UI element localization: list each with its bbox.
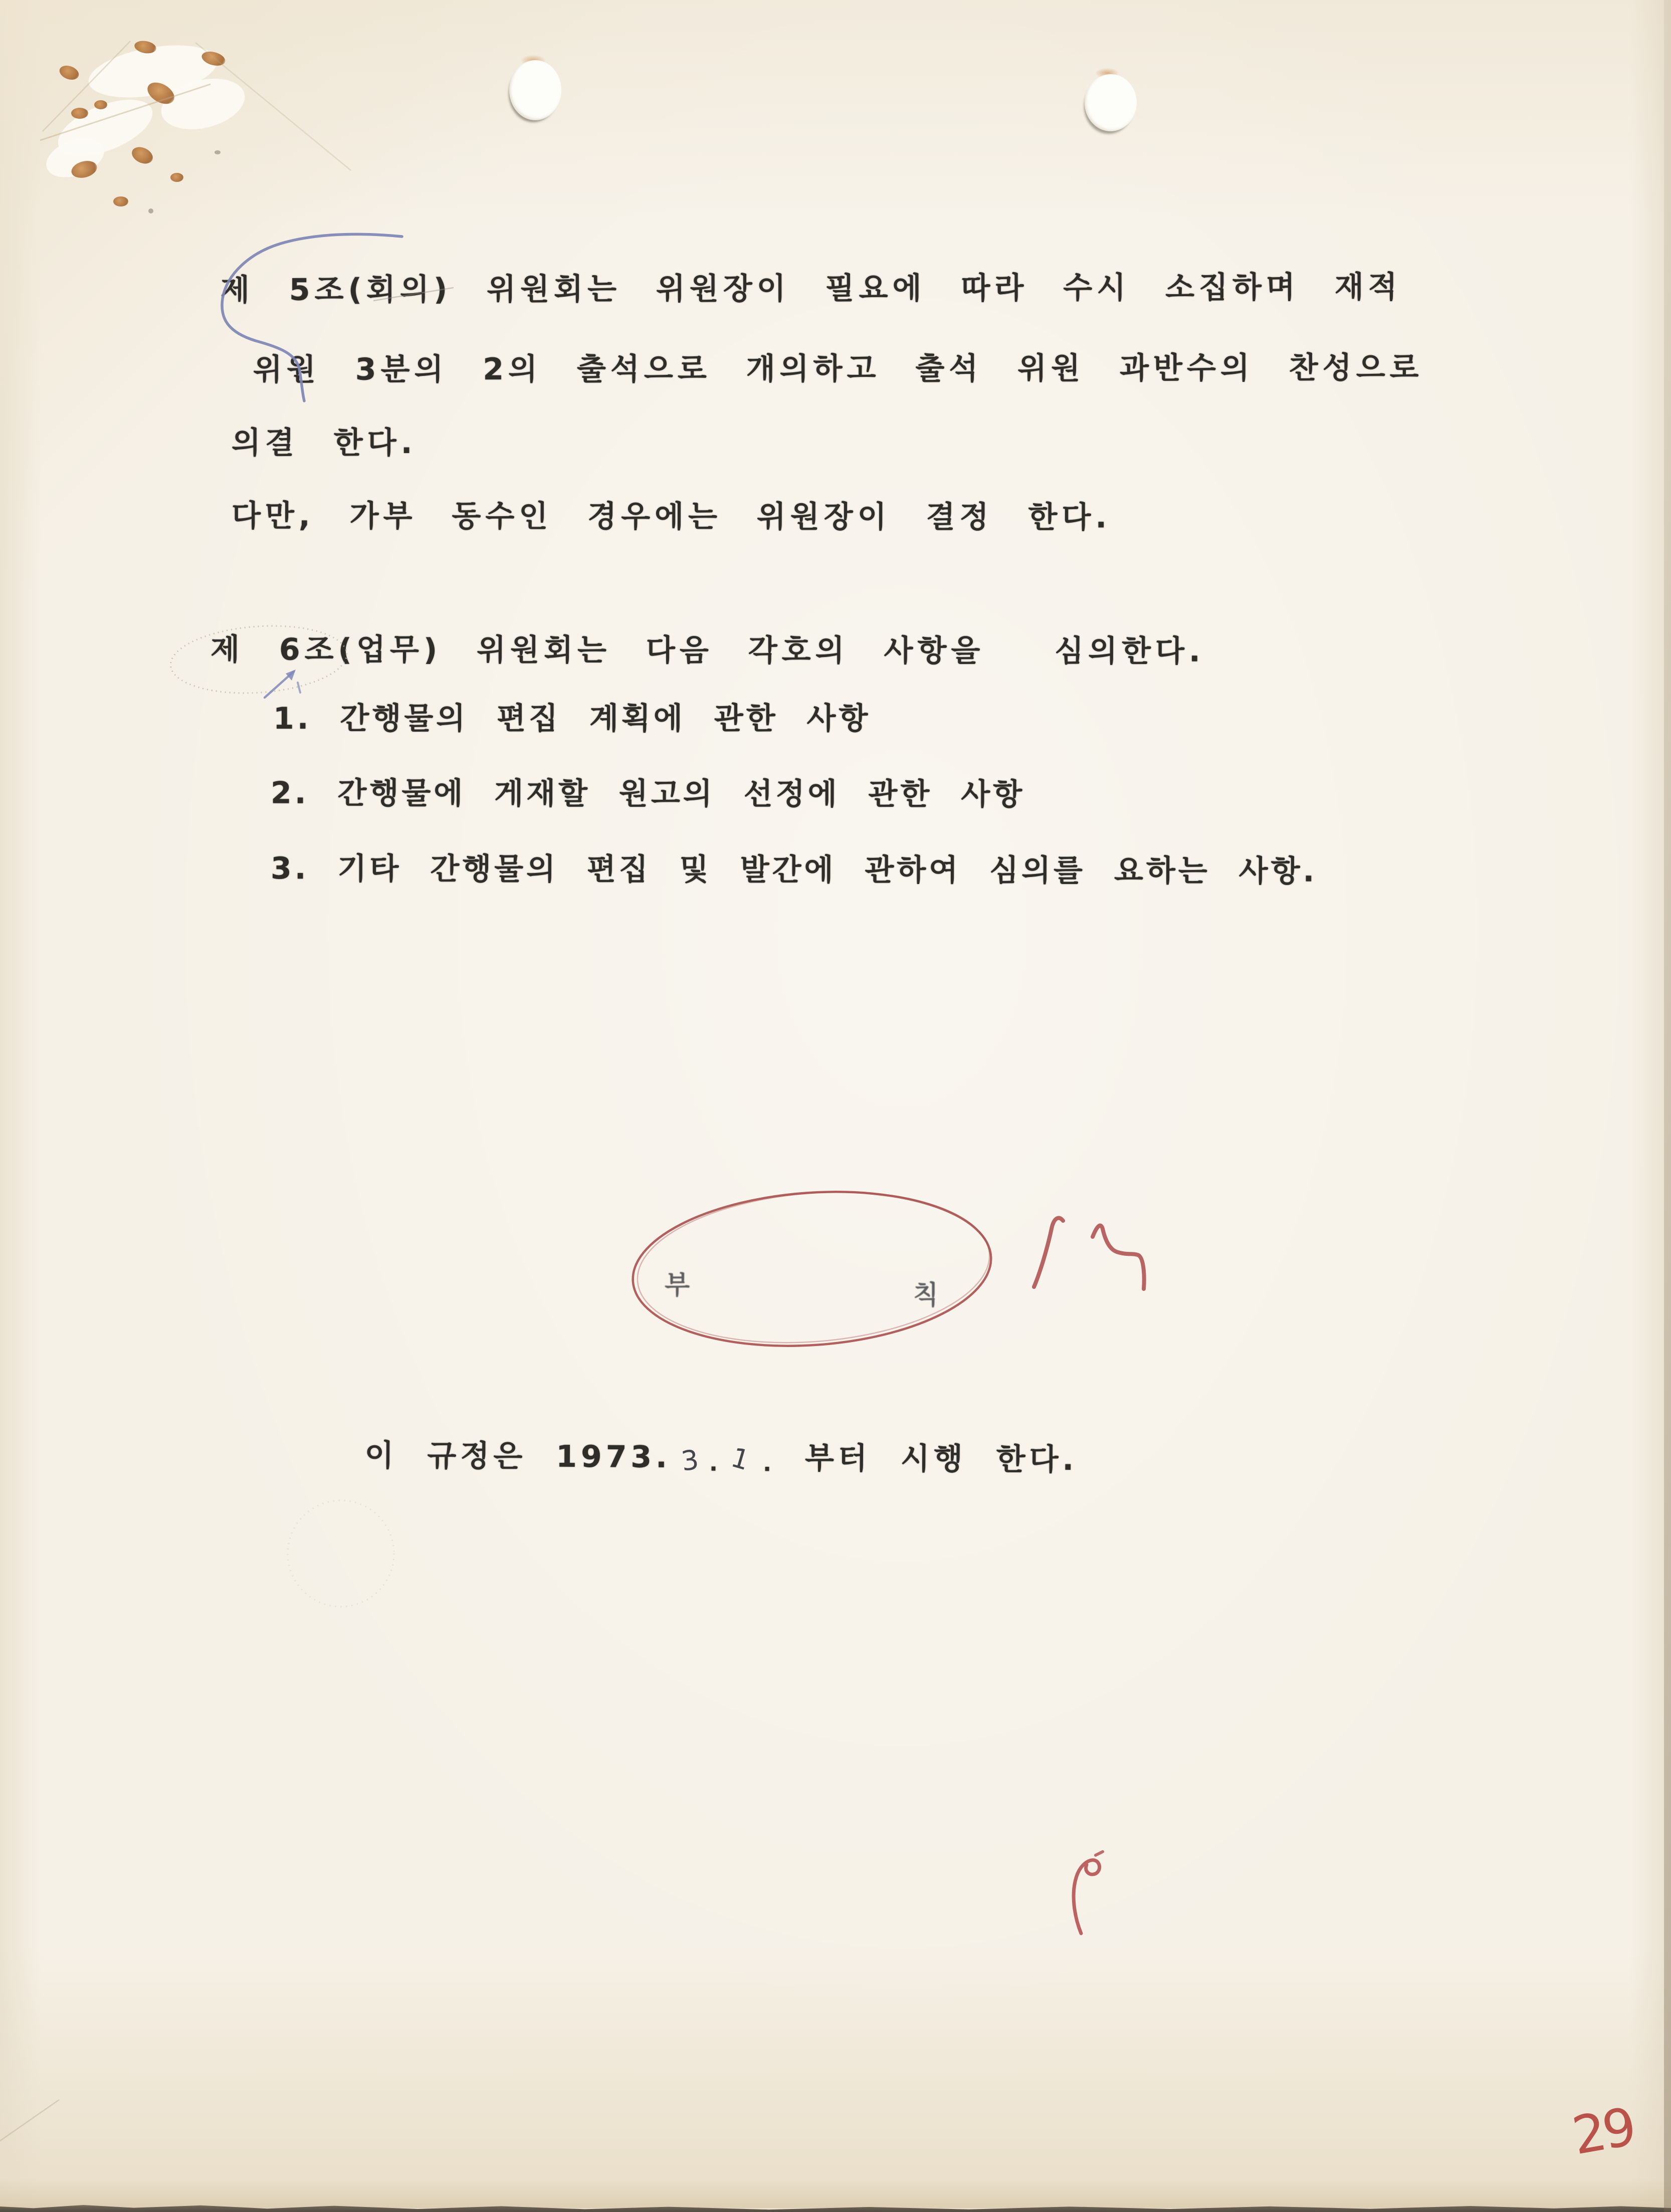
rust-stain <box>71 108 88 119</box>
rust-stain <box>129 144 156 167</box>
article6-item-1: 1. 간행물의 편집 계획에 관한 사항 <box>273 701 871 736</box>
article5-line2: 위원 3분의 2의 출석으로 개의하고 출석 위원 과반수의 찬성으로 <box>253 350 1423 388</box>
rust-stain <box>94 100 107 109</box>
red-scribble-stroke-1 <box>1034 1218 1063 1287</box>
blue-arrow-mark <box>265 672 294 698</box>
effective-date-line <box>246 1401 1078 1515</box>
rust-stain <box>113 196 128 206</box>
bottom-edge-shading <box>0 2179 1671 2208</box>
crease-line <box>0 2100 59 2141</box>
red-hook-tick <box>1096 1852 1103 1855</box>
article5-line3: 의결 한다. <box>232 425 417 461</box>
article5-line1: 제 5조(회의) 위원회는 위원장이 필요에 따라 수시 소집하며 재적 <box>220 269 1402 308</box>
date-separator-1: . <box>709 1450 722 1476</box>
article6-item-3: 3. 기타 간행물의 편집 및 발간에 관하여 심의를 요하는 사항. <box>270 851 1318 889</box>
handwritten-month: 3 <box>679 1443 705 1477</box>
blue-arrow-head <box>286 670 296 681</box>
paper-speck <box>148 208 153 213</box>
article6-item-2: 2. 간행물에 게재할 원고의 선정에 관한 사항 <box>270 775 1025 812</box>
rust-stain <box>170 173 183 182</box>
stamp-char-right: 칙 <box>913 1280 939 1310</box>
faint-circle-impression <box>288 1500 394 1607</box>
punch-hole-right <box>1085 74 1137 131</box>
handwritten-day: 1 <box>727 1441 757 1478</box>
red-hook-mark <box>1074 1860 1100 1933</box>
paper-speck <box>215 150 221 154</box>
article6-heading: 제 6조(업무) 위원회는 다음 각호의 사항을 심의한다. <box>210 632 1205 669</box>
page-number: 29 <box>1568 2096 1638 2167</box>
rust-stain <box>58 63 81 82</box>
blue-dash-mark <box>298 683 300 693</box>
right-edge-shading <box>1664 0 1671 2212</box>
date-separator-2: . <box>763 1451 776 1477</box>
date-typed-suffix: 부터 시행 한다. <box>804 1440 1078 1478</box>
red-scribble-stroke-2 <box>1093 1225 1144 1289</box>
article5-line4: 다만, 가부 동수인 경우에는 위원장이 결정 한다. <box>231 498 1112 535</box>
stamp-char-left: 부 <box>665 1270 690 1300</box>
date-typed-prefix: 이 규정은 1973. <box>364 1438 672 1475</box>
punch-hole-left <box>509 60 561 120</box>
